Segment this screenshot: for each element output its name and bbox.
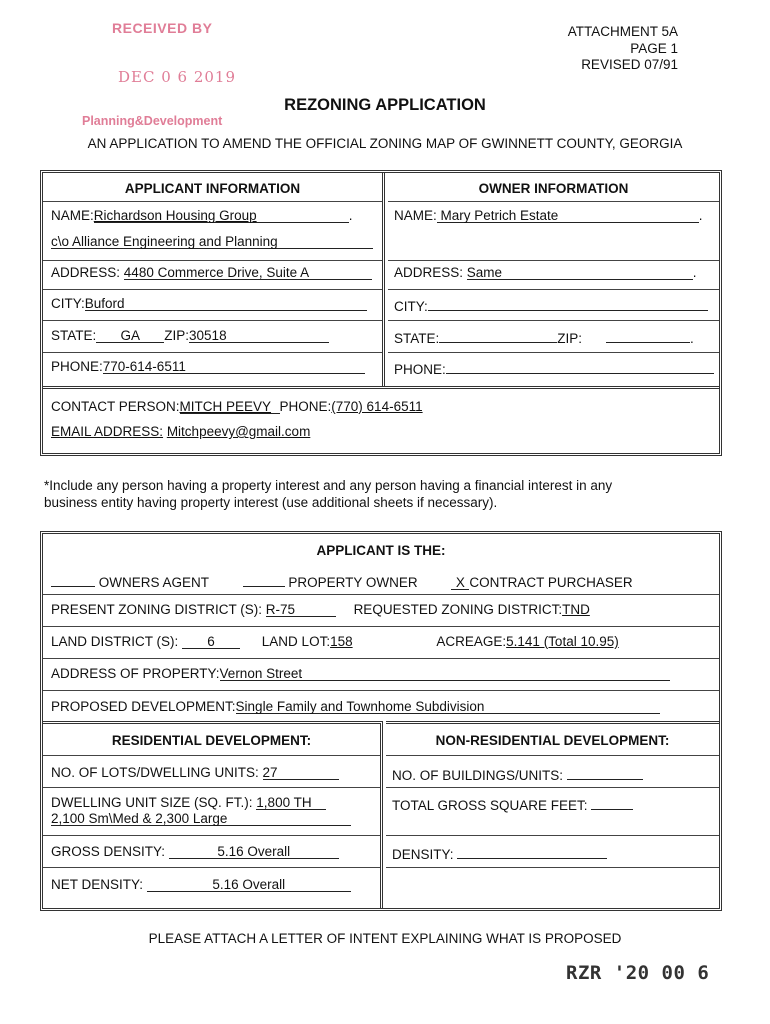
gross-density-value: 5.16 Overall [217,844,291,859]
interest-note: *Include any person having a property interest and any person having a financial interest in any business entity having property interest (use additional sheets if necessary). [44,478,613,510]
property-address-field[interactable]: ADDRESS OF PROPERTY:Vernon Street [51,666,670,681]
applicant-city-field[interactable]: CITY:Buford [51,296,367,311]
owner-city-field[interactable]: CITY: [394,296,708,314]
applicant-city-value: Buford [84,296,125,311]
owner-address-value: Same [466,265,503,280]
property-box [40,531,722,911]
unit-size-field[interactable]: DWELLING UNIT SIZE (SQ. FT.): 1,800 TH 2,100 Sm\Med & 2,300 Large [51,795,351,827]
applicant-address-value: 4480 Commerce Drive, Suite A [123,265,310,280]
applicant-heading: APPLICANT INFORMATION [124,181,301,196]
unit-size-value: 1,800 TH [256,795,312,810]
net-density-value: 5.16 Overall [212,877,286,892]
property-address-value: Vernon Street [219,666,303,681]
zoning-field[interactable]: PRESENT ZONING DISTRICT (S): R-75 REQUESTED ZONING DISTRICT:TND [51,602,590,617]
applicant-zip-value: 30518 [189,328,227,343]
applicant-name-line2[interactable]: c\o Alliance Engineering and Planning [51,234,373,249]
letter-of-intent-instruction: PLEASE ATTACH A LETTER OF INTENT EXPLAINING WHAT IS PROPOSED [148,931,622,946]
revised-label: REVISED 07/91 [581,57,678,72]
owner-address-field[interactable]: ADDRESS: Same . [394,265,697,280]
applicant-address-field[interactable]: ADDRESS: 4480 Commerce Drive, Suite A [51,265,372,280]
applicant-name-field[interactable]: NAME:Richardson Housing Group . [51,208,353,223]
residential-heading: RESIDENTIAL DEVELOPMENT: [111,733,312,748]
net-density-field[interactable]: NET DENSITY: 5.16 Overall [51,877,351,892]
applicant-name-value: Richardson Housing Group [93,208,257,223]
page-subtitle: AN APPLICATION TO AMEND THE OFFICIAL ZONING MAP OF GWINNETT COUNTY, GEORGIA [87,136,683,151]
proposed-development-value: Single Family and Townhome Subdivision [235,699,485,714]
contact-email-value: Mitchpeevy@gmail.com [166,424,311,439]
owner-heading: OWNER INFORMATION [478,181,629,196]
applicant-role-options[interactable]: OWNERS AGENT PROPERTY OWNER X CONTRACT PURCHASER [51,572,633,590]
contact-section [43,386,719,453]
nonresidential-heading: NON-RESIDENTIAL DEVELOPMENT: [435,733,670,748]
applicant-phone-field[interactable]: PHONE:770-614-6511 [51,359,365,374]
applicant-owner-box [40,170,722,456]
contact-person-field[interactable]: CONTACT PERSON:MITCH PEEVY PHONE:(770) 614-6511 [51,399,423,414]
acreage-value: 5.141 (Total 10.95) [506,634,619,649]
land-field[interactable]: LAND DISTRICT (S): 6 LAND LOT:158 ACREAGE:5.141 (Total 10.95) [51,634,619,649]
owner-name-value: Mary Petrich Estate [440,208,559,223]
applicant-state-value: GA [120,328,141,343]
case-number-stamp: RZR '20 00 6 [566,962,710,984]
contact-phone-value: (770) 614-6511 [331,399,423,414]
applicant-is-the-heading: APPLICANT IS THE: [316,543,446,558]
owner-name-field[interactable]: NAME: Mary Petrich Estate . [394,208,703,223]
nonres-density-field[interactable]: DENSITY: [392,844,607,862]
attachment-label: ATTACHMENT 5A [567,24,678,39]
owner-state-zip-field[interactable]: STATE: ZIP: . [394,328,694,346]
owner-phone-field[interactable]: PHONE: [394,359,714,377]
received-date-stamp: DEC 0 6 2019 [118,68,237,86]
department-stamp: Planning&Development [82,114,223,128]
contact-person-value: MITCH PEEVY [179,399,272,414]
proposed-development-field[interactable]: PROPOSED DEVELOPMENT:Single Family and Townhome Subdivision [51,699,660,714]
applicant-state-zip-field[interactable]: STATE: GA ZIP:30518 [51,328,329,343]
buildings-field[interactable]: NO. OF BUILDINGS/UNITS: [392,765,643,783]
present-zoning-value: R-75 [265,602,296,617]
unit-size-line2: 2,100 Sm\Med & 2,300 Large [51,811,228,826]
contract-purchaser-mark: X [455,575,465,590]
applicant-column [43,173,385,386]
contact-email-field[interactable]: EMAIL ADDRESS: Mitchpeevy@gmail.com [51,424,311,439]
gross-density-field[interactable]: GROSS DENSITY: 5.16 Overall [51,844,339,859]
received-stamp: RECEIVED BY [112,20,213,36]
land-district-value: 6 [207,634,215,649]
land-lot-value: 158 [330,634,353,649]
page-title: REZONING APPLICATION [284,96,486,114]
page-label: PAGE 1 [630,40,678,56]
attachment-header [568,24,678,74]
requested-zoning-value: TND [562,602,590,617]
gross-sqft-field[interactable]: TOTAL GROSS SQUARE FEET: [392,795,633,813]
lots-value: 27 [262,765,278,780]
lots-field[interactable]: NO. OF LOTS/DWELLING UNITS: 27 [51,765,339,780]
residential-column [43,721,383,908]
nonresidential-column [386,721,719,908]
applicant-phone-value: 770-614-6511 [102,359,186,374]
owner-column [388,173,719,386]
